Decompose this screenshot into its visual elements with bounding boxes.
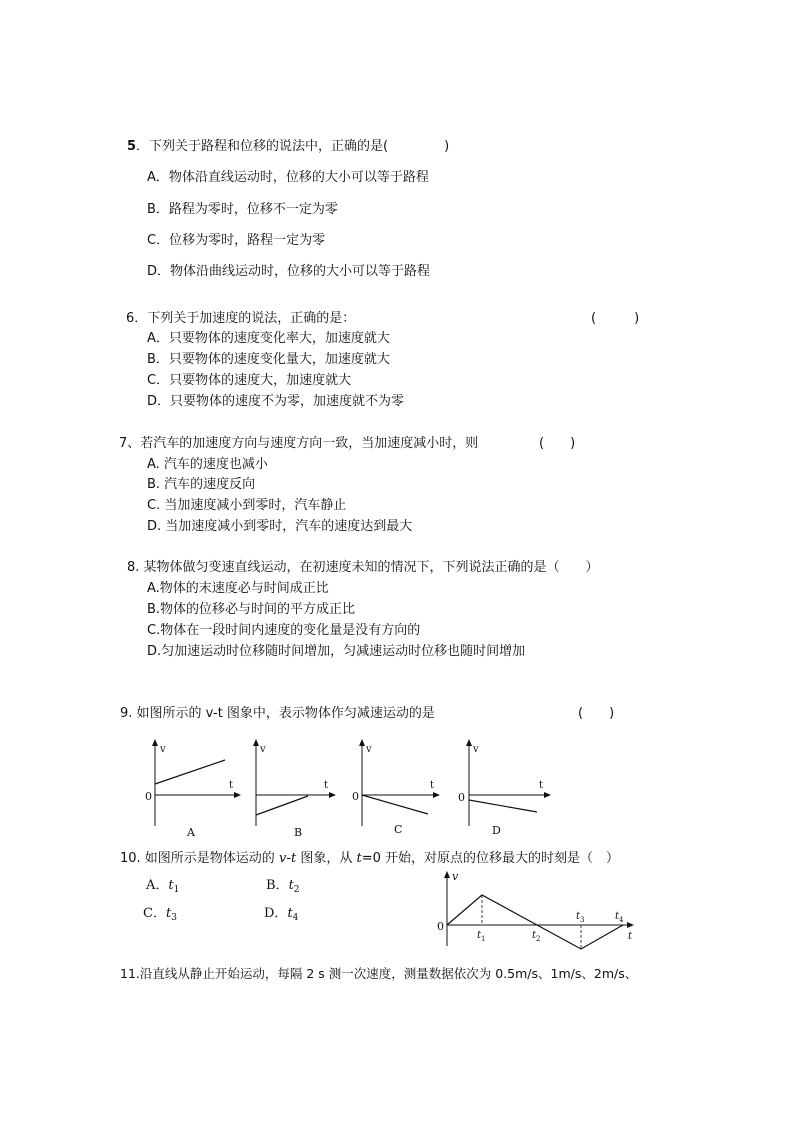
q9-graph-d-line <box>469 800 537 812</box>
q5-number: 5 <box>127 139 137 154</box>
q10-tick-t1: $t_1$ <box>477 930 486 943</box>
q10-tick-t4: $t_4$ <box>615 911 624 924</box>
q9-graph-a-origin: 0 <box>145 790 152 803</box>
q9-graph-a-line <box>155 760 225 784</box>
q9-graph-c-label: C <box>394 823 403 836</box>
q9-graph-d-v-label: v <box>473 744 479 755</box>
q5-option-b: B．路程为零时，位移不一定为零 <box>147 202 338 217</box>
q10-graph-t-label: t <box>628 931 633 942</box>
q9-graph-c <box>348 738 448 838</box>
q8-option-a: A.物体的末速度必与时间成正比 <box>147 581 329 596</box>
q9-graph-c-line <box>362 795 428 814</box>
q10-vt-graph <box>434 868 644 948</box>
q9-graph-b-line <box>256 796 308 815</box>
q9-stem: 9. 如图所示的 v-t 图象中，表示物体作匀减速运动的是 <box>120 706 435 721</box>
q6-option-c: C．只要物体的速度大，加速度就大 <box>147 373 352 388</box>
q10-option-c: C．$t_3$ <box>143 906 177 923</box>
q9-graph-d-t-label: t <box>539 780 544 791</box>
q9-graph-a-v-label: v <box>160 744 166 755</box>
q7-answer-paren: ( ) <box>539 436 576 451</box>
q9-graph-d-label: D <box>492 824 501 837</box>
q6-option-b: B．只要物体的速度变化量大，加速度就大 <box>147 352 390 367</box>
q10-graph-v-label: v <box>452 870 459 883</box>
q6-stem: 6．下列关于加速度的说法，正确的是： <box>126 311 356 326</box>
q9-graph-a-t-label: t <box>229 780 234 791</box>
q6-option-a: A．只要物体的速度变化率大，加速度就大 <box>147 331 390 346</box>
q10-option-a: A．$t_1$ <box>146 878 180 895</box>
q8-option-c: C.物体在一段时间内速度的变化量是没有方向的 <box>147 623 421 638</box>
q10-stem: 10. 如图所示是物体运动的 v-t 图象，从 t=0 开始，对原点的位移最大的时刻是（ ） <box>120 851 620 866</box>
q10-tick-t3: $t_3$ <box>576 911 585 924</box>
q8-stem: 8. 某物体做匀变速直线运动，在初速度未知的情况下，下列说法正确的是（ ） <box>127 560 599 575</box>
q9-graph-d-origin: 0 <box>458 791 465 804</box>
q5-stem: 5．下列关于路程和位移的说法中，正确的是( ) <box>127 139 450 154</box>
q9-graph-d <box>455 738 555 838</box>
q7-option-a: A. 汽车的速度也减小 <box>147 457 268 472</box>
q6-option-d: D．只要物体的速度不为零，加速度就不为零 <box>147 394 405 409</box>
q9-graph-c-v-label: v <box>366 744 372 755</box>
q10-option-d: D．$t_4$ <box>264 906 299 923</box>
q9-graph-a-label: A <box>187 826 195 839</box>
q6-answer-paren: ( ) <box>591 311 640 326</box>
q9-answer-paren: ( ) <box>578 706 615 721</box>
q5-option-a: A．物体沿直线运动时，位移的大小可以等于路程 <box>147 170 429 185</box>
q11-stem: 11.沿直线从静止开始运动，每隔 2 s 测一次速度，测量数据依次为 0.5m/s、1m/s、2m/s、 <box>120 966 638 981</box>
q8-option-b: B.物体的位移必与时间的平方成正比 <box>147 602 356 617</box>
q9-graph-b-label: B <box>294 826 303 839</box>
q9-graph-a <box>143 738 243 838</box>
q7-option-c: C. 当加速度减小到零时，汽车静止 <box>147 498 347 513</box>
q7-stem: 7、若汽车的加速度方向与速度方向一致，当加速度减小时，则 <box>119 436 479 451</box>
q5-option-c: C．位移为零时，路程一定为零 <box>147 233 326 248</box>
q9-graph-c-origin: 0 <box>352 790 359 803</box>
q9-graph-b-v-label: v <box>260 744 266 755</box>
q5-option-d: D．物体沿曲线运动时，位移的大小可以等于路程 <box>147 264 431 279</box>
q10-tick-t2: $t_2$ <box>532 930 541 943</box>
q9-graph-b <box>246 738 346 838</box>
q7-option-d: D. 当加速度减小到零时，汽车的速度达到最大 <box>147 519 413 534</box>
q10-option-b: B．$t_2$ <box>266 878 300 895</box>
q8-option-d: D.匀加速运动时位移随时间增加，匀减速运动时位移也随时间增加 <box>147 644 526 659</box>
q7-option-b: B. 汽车的速度反向 <box>147 477 256 492</box>
q9-graph-b-t-label: t <box>324 780 329 791</box>
q10-graph-origin: 0 <box>437 920 444 933</box>
q9-graph-c-t-label: t <box>430 780 435 791</box>
